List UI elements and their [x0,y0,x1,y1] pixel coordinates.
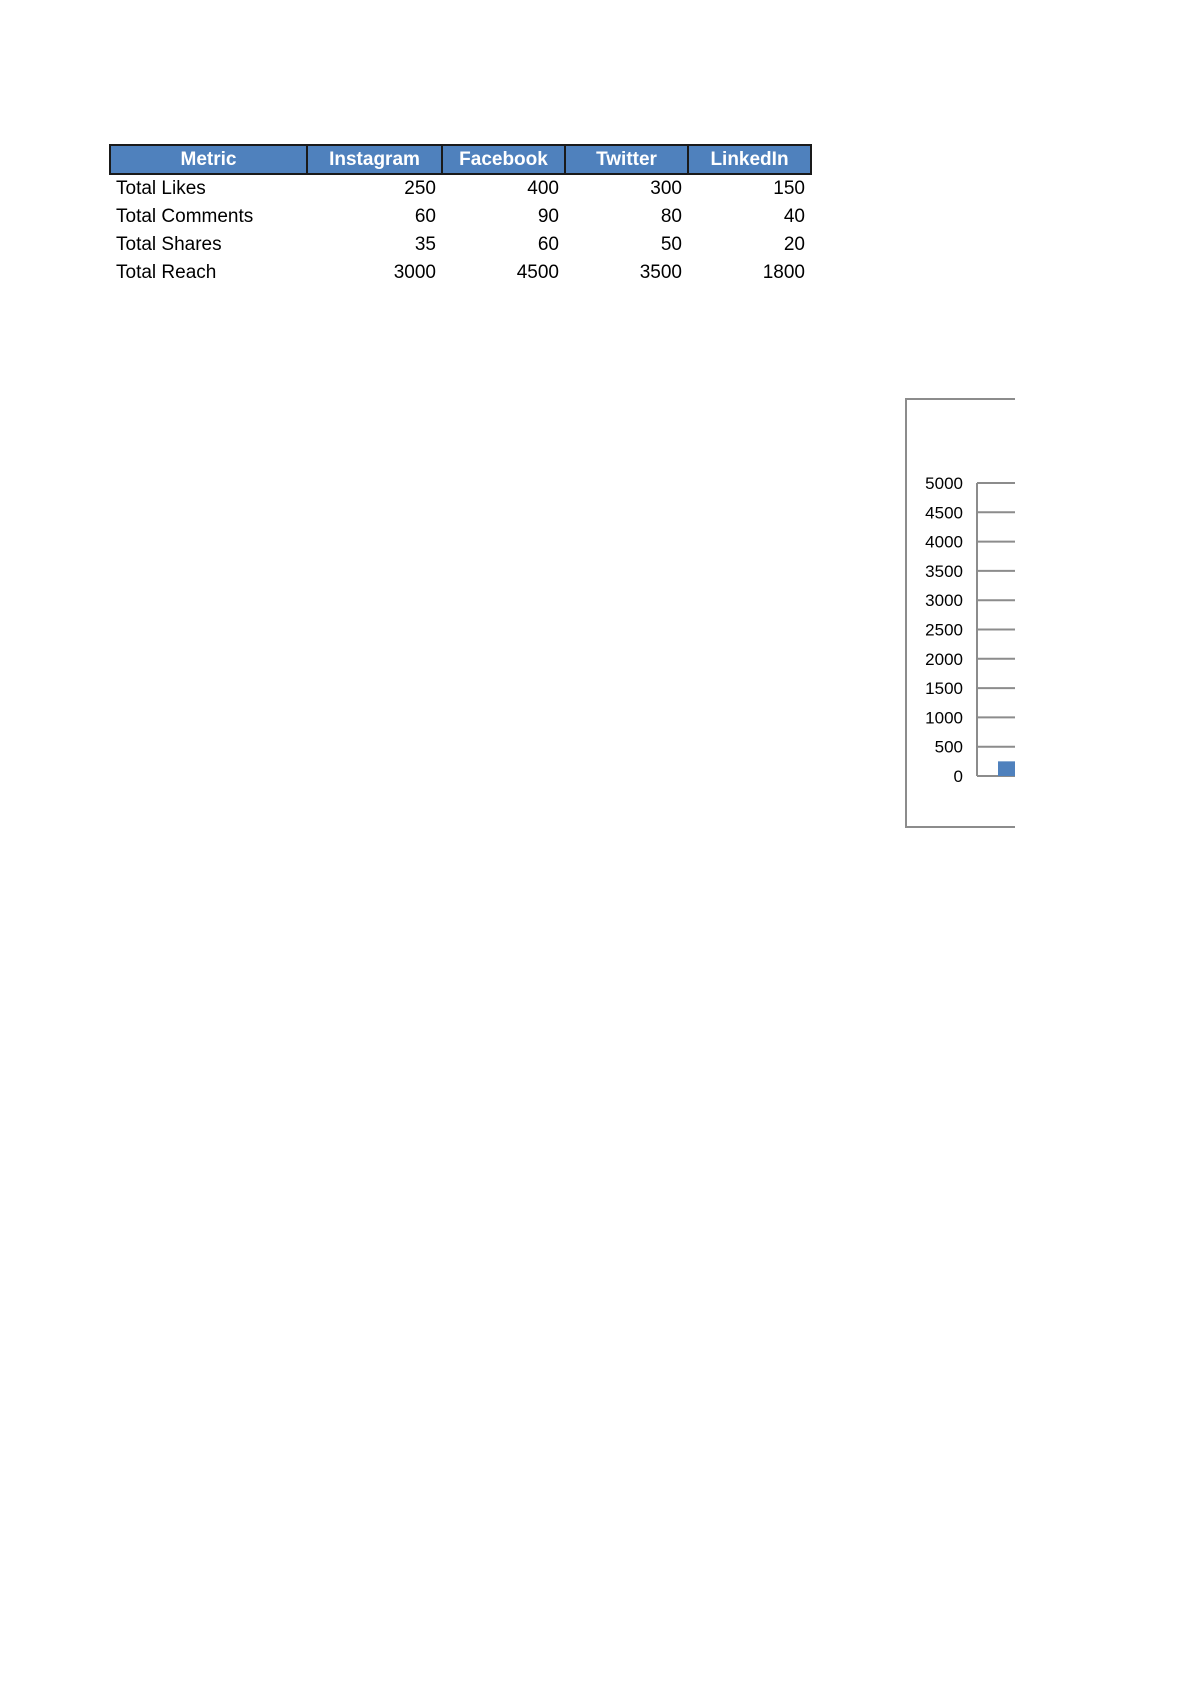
cell-instagram: 3000 [393,262,436,283]
y-tick-label: 3500 [925,561,963,581]
y-tick-label: 4000 [925,532,963,552]
cell-facebook: 4500 [516,262,559,283]
cell-twitter: 80 [660,206,682,227]
y-tick-label: 2000 [925,649,963,669]
cell-twitter: 300 [650,178,682,199]
header-twitter: Twitter [565,145,688,174]
row-label: Total Shares [116,234,222,255]
y-tick-label: 1500 [925,679,963,699]
cell-instagram: 35 [414,234,436,255]
metrics-table [109,144,812,287]
header-instagram: Instagram [307,145,442,174]
cell-instagram: 250 [404,178,436,199]
y-tick-label: 4500 [925,503,963,523]
cell-facebook: 400 [527,178,559,199]
cell-linkedin: 150 [773,178,805,199]
cell-facebook: 60 [537,234,559,255]
y-tick-label: 0 [953,767,963,786]
table-row [110,259,811,287]
bar-0 [998,761,1015,776]
header-metric: Metric [110,145,307,174]
cell-twitter: 3500 [639,262,682,283]
row-label: Total Comments [116,206,254,227]
header-facebook: Facebook [442,145,565,174]
row-label: Total Likes [116,178,206,199]
table-row [110,174,811,203]
cell-linkedin: 40 [783,206,805,227]
y-tick-label: 1000 [925,708,963,728]
cell-twitter: 50 [660,234,682,255]
header-linkedin: LinkedIn [688,145,811,174]
cell-instagram: 60 [414,206,436,227]
y-tick-label: 5000 [925,474,963,493]
y-tick-label: 500 [934,737,963,757]
cell-linkedin: 20 [783,234,805,255]
bar-chart [905,398,1015,828]
table-row [110,203,811,231]
cell-linkedin: 1800 [762,262,805,283]
table-row [110,231,811,259]
cell-facebook: 90 [537,206,559,227]
row-label: Total Reach [116,262,217,283]
y-tick-label: 2500 [925,620,963,640]
table-header-row [110,145,811,174]
y-tick-label: 3000 [925,591,963,611]
